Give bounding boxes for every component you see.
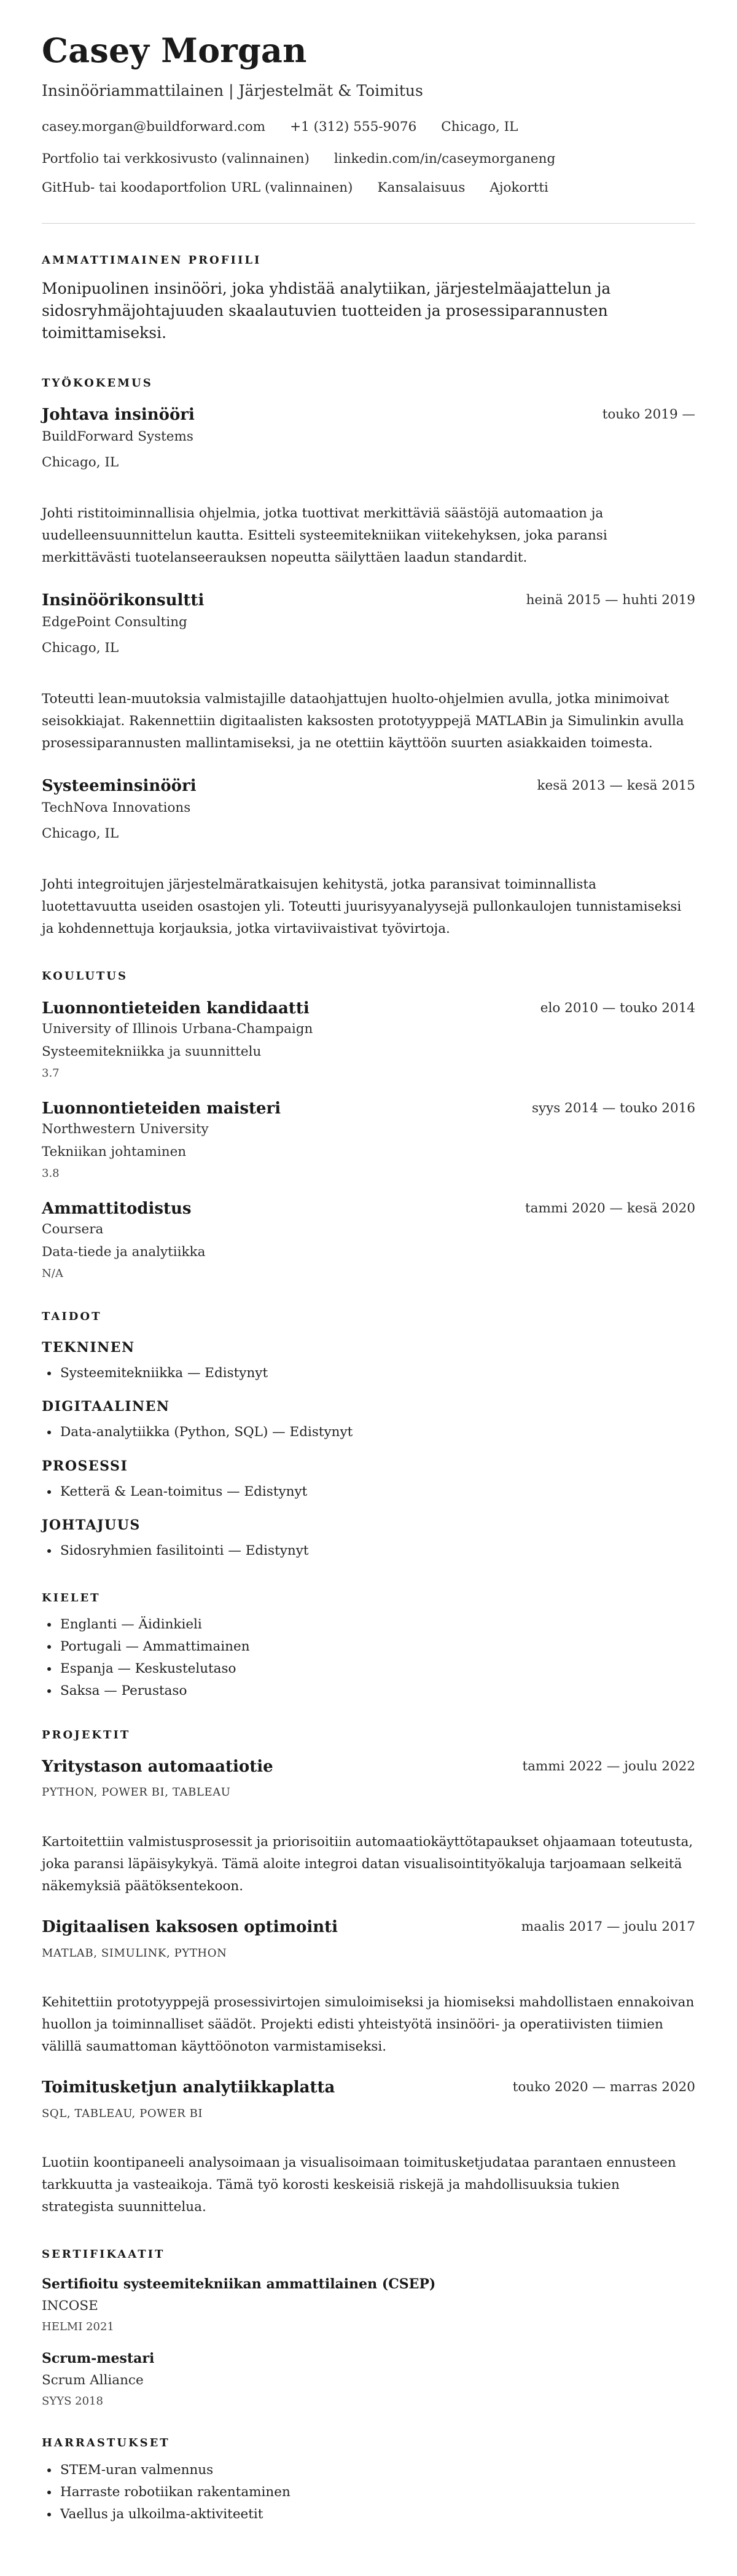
project-dates: touko 2020 — marras 2020: [512, 2079, 695, 2095]
project-description: Luotiin koontipaneeli analysoimaan ja visualisoimaan toimitusketjudataa parantaen ennusteen tarkkuutta ja vasteaikoja. Tämä työ korosti keskeisiä riskejä ja mahdollisuuksia tukien strategista suunnittelua.: [42, 2155, 676, 2215]
school-name: University of Illinois Urbana-Champaign: [42, 1021, 313, 1037]
certification-issuer: Scrum Alliance: [42, 2373, 144, 2388]
job-dates: heinä 2015 — huhti 2019: [526, 592, 695, 608]
job-location: Chicago, IL: [42, 826, 119, 841]
section-heading-skills: TAIDOT: [42, 1310, 102, 1323]
skill-group-title: JOHTAJUUS: [42, 1517, 141, 1533]
project-tags: PYTHON, POWER BI, TABLEAU: [42, 1786, 231, 1799]
grade: 3.8: [42, 1167, 60, 1180]
job-company: EdgePoint Consulting: [42, 615, 187, 630]
degree-dates: tammi 2020 — kesä 2020: [525, 1201, 695, 1216]
grade: N/A: [42, 1267, 63, 1280]
header-divider: [42, 223, 695, 224]
headline: Insinööriammattilainen | Järjestelmät & Toimitus: [42, 82, 423, 100]
job-description: Toteutti lean-muutoksia valmistajille dataohjattujen huolto-ohjelmien avulla, jotka minimoivat seisokkiajat. Rakennettiin digitaalisten kaksosten prototyyppejä MATLABin ja Simulinkin avulla prosessiparannusten mallintamiseksi, ja ne otettiin käyttöön suurten asiakkaiden toimesta.: [42, 691, 684, 751]
job-location: Chicago, IL: [42, 455, 119, 470]
skill-group-title: TEKNINEN: [42, 1340, 135, 1356]
school-name: Coursera: [42, 1222, 104, 1237]
linkedin-link[interactable]: linkedin.com/in/caseymorganeng: [333, 151, 556, 167]
project-description: Kartoitettiin valmistusprosessit ja priorisoitiin automaatiokäyttötapaukset ohjaamaan toteutusta, joka paransi läpäisykykyä. Tämä aloite integroi datan visualisointityökaluja tarjoamaan selkeitä näkemyksiä päätöksentekoon.: [42, 1834, 693, 1894]
github-link[interactable]: GitHub- tai koodaportfolion URL (valinnainen): [42, 180, 353, 195]
section-heading-experience: TYÖKOKEMUS: [42, 377, 153, 390]
contact-row-2: [42, 151, 580, 167]
certification-issuer: INCOSE: [42, 2298, 98, 2314]
language-list: [42, 1614, 250, 1702]
section-heading-education: KOULUTUS: [42, 970, 128, 983]
skill-group-title: PROSESSI: [42, 1458, 128, 1474]
contact-row-3: [42, 180, 573, 195]
email-link[interactable]: casey.morgan@buildforward.com: [42, 119, 266, 135]
section-heading-hobbies: HARRASTUKSET: [42, 2437, 170, 2449]
section-heading-profile: AMMATTIMAINEN PROFIILI: [42, 254, 262, 267]
job-description: Johti ristitoiminnallisia ohjelmia, jotka tuottivat merkittäviä säästöjä automaation ja uudelleensuunnittelun kautta. Esitteli systeemitekniikan viitekehyksen, joka paransi merkittävästi tuotelanseerauksen nopeutta säilyttäen laadun standardit.: [42, 506, 607, 565]
project-tags: MATLAB, SIMULINK, PYTHON: [42, 1947, 227, 1960]
certification-title: Scrum-mestari: [42, 2350, 155, 2366]
skill-list: [42, 1362, 268, 1384]
school-name: Northwestern University: [42, 1121, 209, 1137]
section-heading-languages: KIELET: [42, 1592, 101, 1604]
hobby-item: • Vaellus ja ulkoilma-aktiviteetit: [59, 2503, 291, 2526]
section-heading-certifications: SERTIFIKAATIT: [42, 2248, 165, 2261]
project-title: Yritystason automaatiotie: [42, 1757, 273, 1776]
job-title: Johtava insinööri: [42, 406, 195, 424]
job-company: BuildForward Systems: [42, 429, 193, 444]
project-dates: tammi 2022 — joulu 2022: [522, 1759, 695, 1774]
job-dates: touko 2019 —: [602, 407, 695, 422]
job-location: Chicago, IL: [42, 640, 119, 656]
job-title: Insinöörikonsultti: [42, 591, 205, 610]
field-of-study: Tekniikan johtaminen: [42, 1144, 187, 1160]
skill-list: [42, 1540, 309, 1562]
contact-row-1: [42, 119, 542, 135]
degree-dates: syys 2014 — touko 2016: [531, 1101, 695, 1116]
candidate-name: Casey Morgan: [42, 31, 307, 70]
skill-item: • Sidosryhmien fasilitointi — Edistynyt: [59, 1540, 309, 1562]
profile-summary: Monipuolinen insinööri, joka yhdistää analytiikan, järjestelmäajattelun ja sidosryhmäjohtajuuden skaalautuvien tuotteiden ja prosessiparannusten toimittamiseksi.: [42, 280, 611, 342]
hobby-list: [42, 2459, 291, 2526]
job-description: Johti integroitujen järjestelmäratkaisujen kehitystä, jotka paransivat toiminnallista luotettavuutta useiden osastojen yli. Toteutti juurisyyanalyysejä pullonkaulojen tunnistamiseksi ja kohdennettuja korjauksia, jotka virtaviivaistivat työvirtoja.: [42, 877, 682, 937]
degree-title: Luonnontieteiden maisteri: [42, 1099, 281, 1118]
language-item: • Saksa — Perustaso: [59, 1680, 250, 1702]
hobby-item: • Harraste robotiikan rakentaminen: [59, 2481, 291, 2503]
skill-item: • Systeemitekniikka — Edistynyt: [59, 1362, 268, 1384]
job-company: TechNova Innovations: [42, 800, 191, 815]
skill-group-title: DIGITAALINEN: [42, 1399, 170, 1415]
phone-number[interactable]: +1 (312) 555-9076: [290, 119, 417, 135]
project-title: Toimitusketjun analytiikkaplatta: [42, 2078, 335, 2097]
project-dates: maalis 2017 — joulu 2017: [521, 1919, 695, 1934]
project-tags: SQL, TABLEAU, POWER BI: [42, 2107, 203, 2120]
skill-list: [42, 1421, 353, 1443]
job-title: Systeeminsinööri: [42, 777, 197, 795]
certification-date: SYYS 2018: [42, 2395, 103, 2408]
job-dates: kesä 2013 — kesä 2015: [537, 778, 695, 793]
portfolio-link[interactable]: Portfolio tai verkkosivusto (valinnainen): [42, 151, 310, 167]
skill-list: [42, 1481, 307, 1503]
certification-date: HELMI 2021: [42, 2320, 114, 2333]
language-item: • Englanti — Äidinkieli: [59, 1614, 250, 1636]
field-of-study: Systeemitekniikka ja suunnittelu: [42, 1044, 262, 1059]
project-title: Digitaalisen kaksosen optimointi: [42, 1918, 338, 1936]
skill-item: • Data-analytiikka (Python, SQL) — Edistynyt: [59, 1421, 353, 1443]
field-of-study: Data-tiede ja analytiikka: [42, 1244, 206, 1260]
skill-item: • Ketterä & Lean-toimitus — Edistynyt: [59, 1481, 307, 1503]
degree-title: Luonnontieteiden kandidaatti: [42, 999, 310, 1018]
hobby-item: • STEM-uran valmennus: [59, 2459, 291, 2481]
location: Chicago, IL: [441, 119, 518, 135]
degree-dates: elo 2010 — touko 2014: [540, 1000, 695, 1016]
citizenship: Kansalaisuus: [377, 180, 466, 195]
grade: 3.7: [42, 1067, 60, 1080]
degree-title: Ammattitodistus: [42, 1200, 192, 1218]
drivers-license: Ajokortti: [489, 180, 548, 195]
section-heading-projects: PROJEKTIT: [42, 1729, 131, 1742]
language-item: • Espanja — Keskustelutaso: [59, 1658, 250, 1680]
project-description: Kehitettiin prototyyppejä prosessivirtojen simuloimiseksi ja hiomiseksi mahdollistaen ennakoivan huollon ja toiminnalliset säädöt. Projekti edisti yhteistyötä insinööri- ja operatiivisten tiimien välillä saumattoman käyttöönoton varmistamiseksi.: [42, 1995, 695, 2054]
certification-title: Sertifioitu systeemitekniikan ammattilainen (CSEP): [42, 2276, 436, 2292]
language-item: • Portugali — Ammattimainen: [59, 1636, 250, 1658]
